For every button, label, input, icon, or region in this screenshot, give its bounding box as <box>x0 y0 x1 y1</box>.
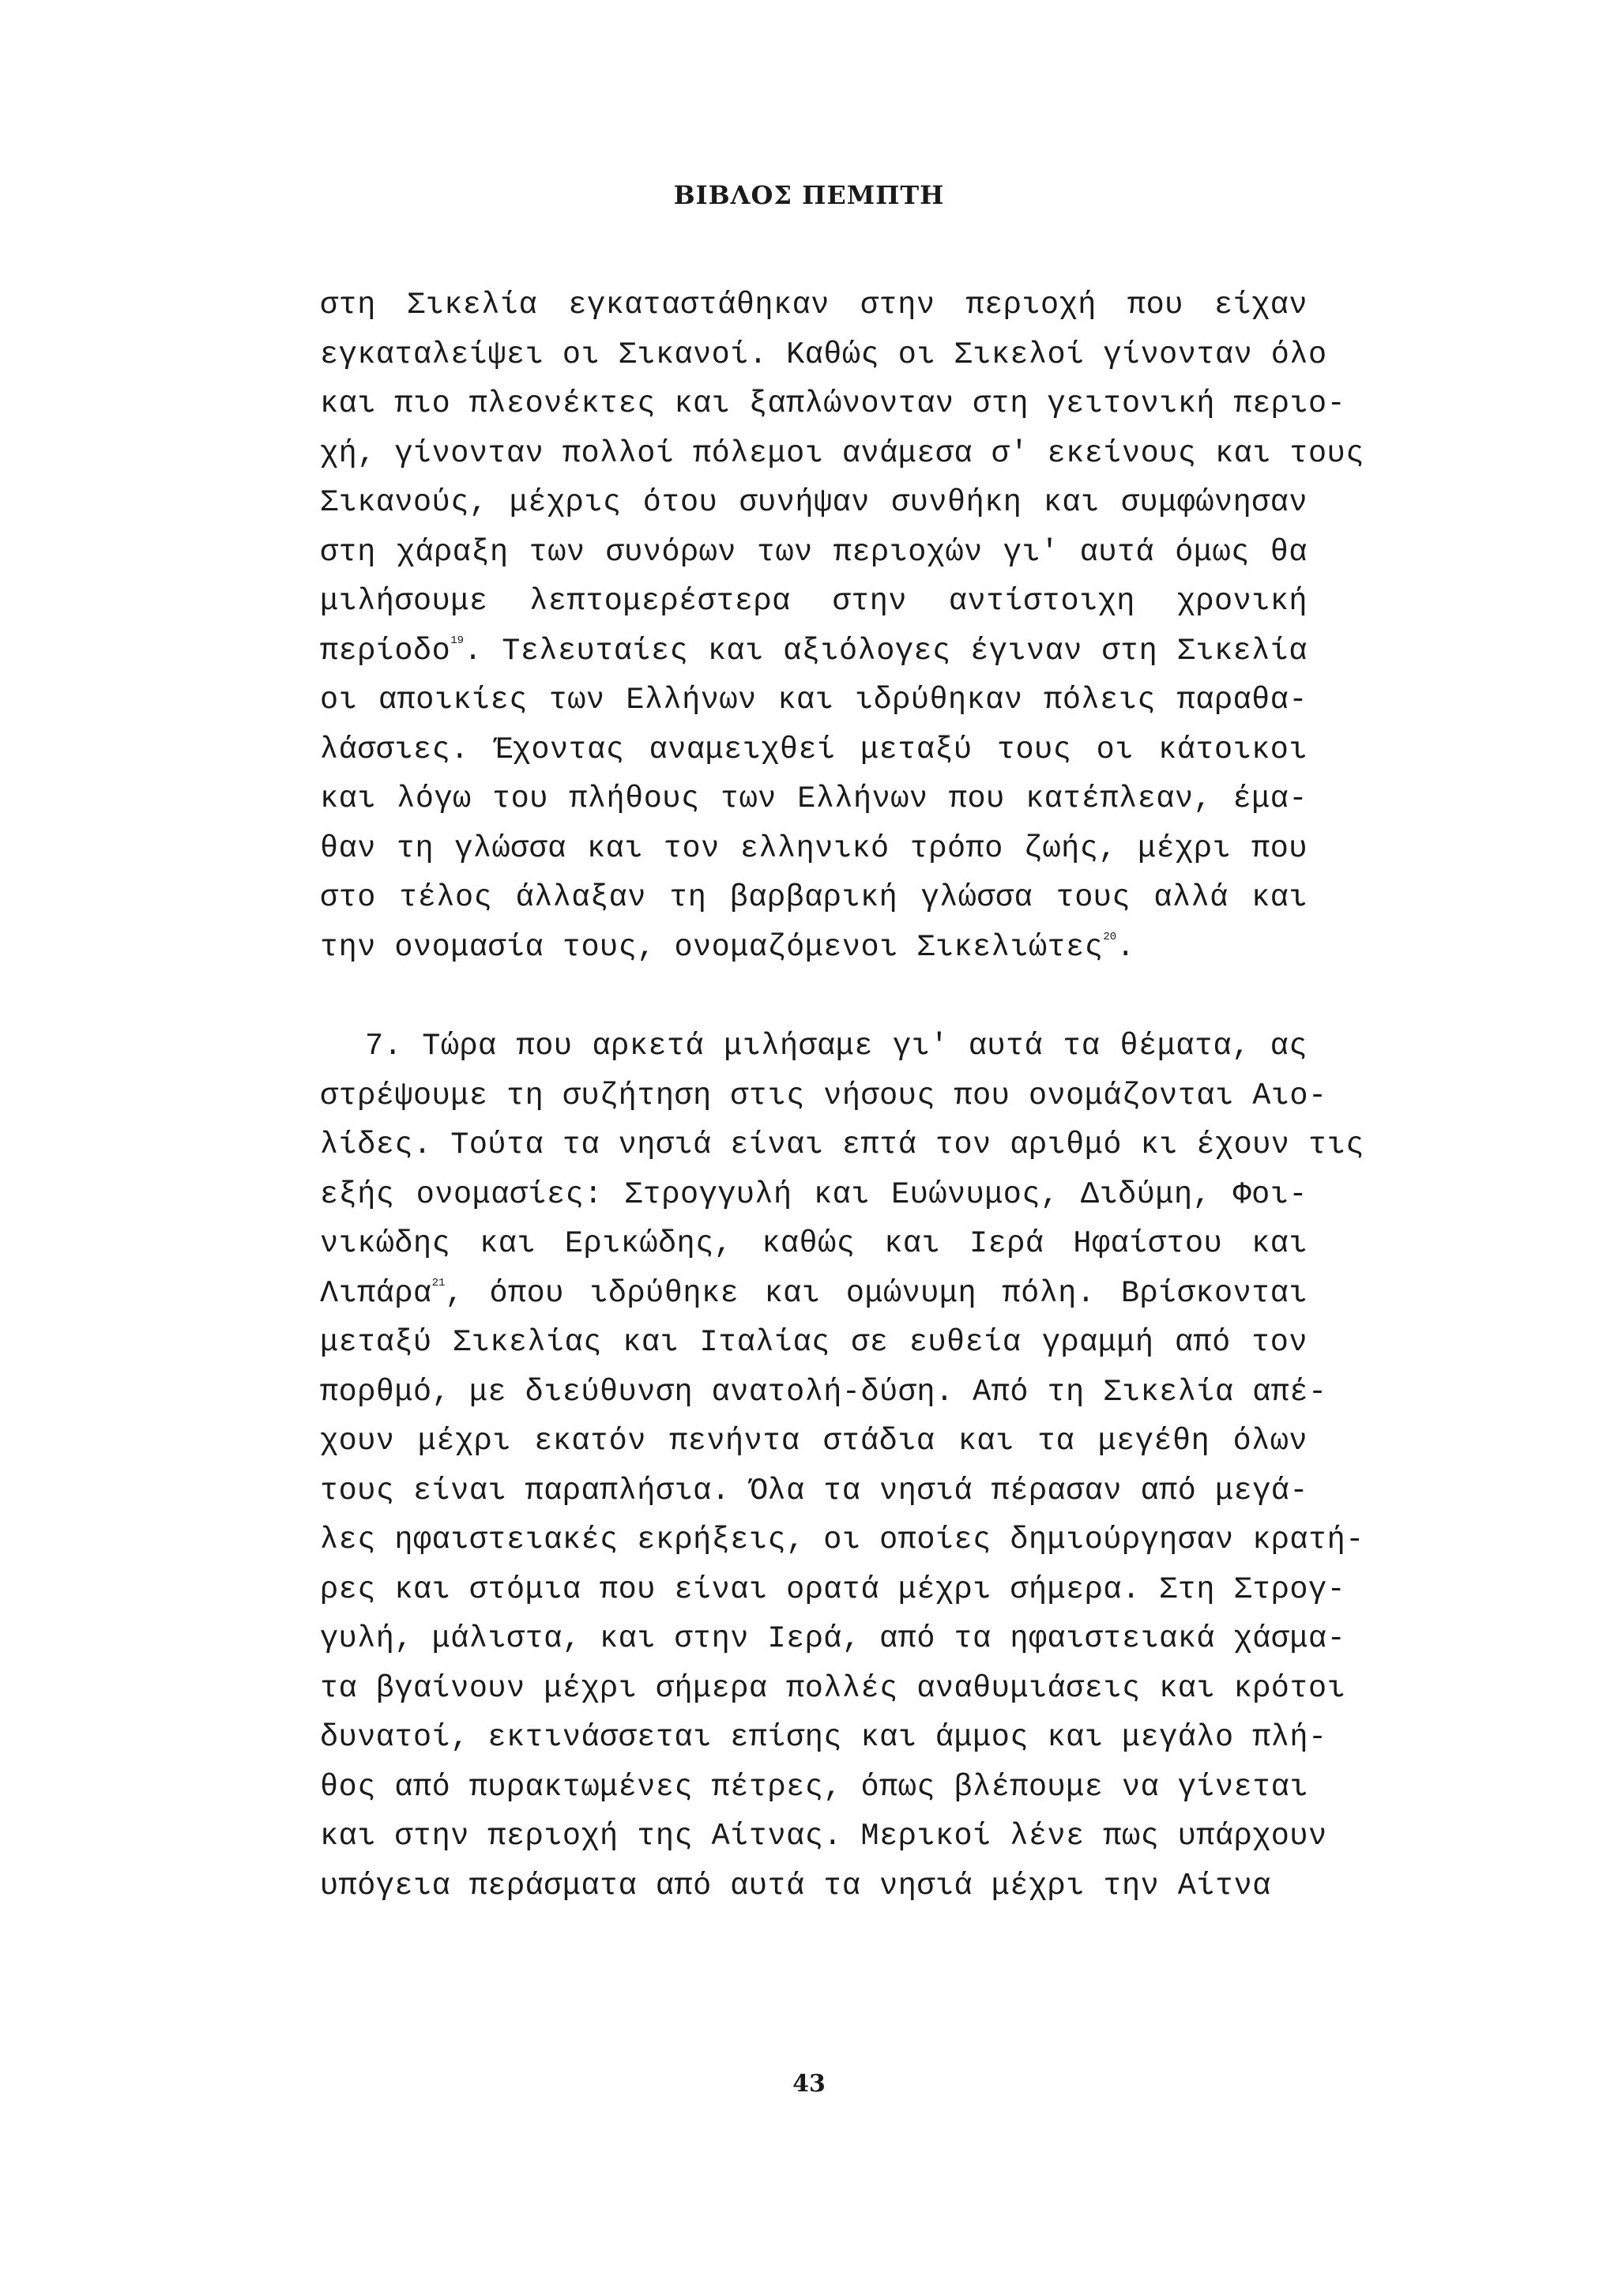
text-line: θος από πυρακτωμένες πέτρες, όπως βλέπουμε να γίνεται <box>320 1769 1308 1805</box>
footnote-marker[interactable]: 19 <box>450 634 465 647</box>
text-line: εξής ονομασίες: Στρογγυλή και Ευώνυμος, Διδύμη, Φοι- <box>320 1176 1308 1212</box>
text-line: νικώδης και Ερικώδης, καθώς και Ιερά Ηφαίστου και <box>320 1226 1308 1261</box>
text-line: ρες και στόμια που είναι ορατά μέχρι σήμερα. Στη Στρογ- <box>320 1571 1346 1607</box>
text-line: τους είναι παραπλήσια. Όλα τα νησιά πέρασαν από μεγά- <box>320 1473 1308 1508</box>
text-line: στρέψουμε τη συζήτηση στις νήσους που ονομάζονται Αιο- <box>320 1078 1327 1113</box>
footnote-marker[interactable]: 20 <box>1103 930 1117 943</box>
text-line: χουν μέχρι εκατόν πενήντα στάδια και τα μεγέθη όλων <box>320 1424 1308 1459</box>
text-line <box>320 627 1308 676</box>
line-text: Λιπάρα <box>320 1275 432 1311</box>
text-line: στη Σικελία εγκαταστάθηκαν στην περιοχή που είχαν <box>320 288 1308 322</box>
paragraph-2 <box>320 1022 1364 1910</box>
text-line: και λόγω του πλήθους των Ελλήνων που κατέπλεαν, έμα- <box>320 781 1308 816</box>
text-line: και πιο πλεονέκτες και ξαπλώνονταν στη γειτονική περιο- <box>320 386 1346 421</box>
paragraph-1 <box>320 280 1364 972</box>
text-line: χή, γίνονταν πολλοί πόλεμοι ανάμεσα σ' εκείνους και τους <box>320 435 1364 471</box>
line-text: , όπου ιδρύθηκε και ομώνυμη πόλη. Βρίσκονται <box>445 1275 1308 1311</box>
text-line: γυλή, μάλιστα, και στην Ιερά, από τα ηφαιστειακά χάσμα- <box>320 1621 1346 1656</box>
text-line: στο τέλος άλλαξαν τη βαρβαρική γλώσσα τους αλλά και <box>320 880 1308 915</box>
text-line: λίδες. Τούτα τα νησιά είναι επτά τον αριθμό κι έχουν τις <box>320 1127 1364 1162</box>
text-line: εγκαταλείψει οι Σικανοί. Καθώς οι Σικελοί γίνονταν όλο <box>320 337 1327 372</box>
text-line: λες ηφαιστειακές εκρήξεις, οι οποίες δημιούργησαν κρατή- <box>320 1523 1364 1557</box>
text-line: 7. Τώρα που αρκετά μιλήσαμε γι' αυτά τα θέματα, ας <box>365 1029 1308 1063</box>
text-line <box>320 923 1308 973</box>
line-text: . Τελευταίες και αξιόλογες έγιναν στη Σικελία <box>464 633 1308 668</box>
text-line: θαν τη γλώσσα και τον ελληνικό τρόπο ζωής, μέχρι που <box>320 830 1308 866</box>
text-line: μεταξύ Σικελίας και Ιταλίας σε ευθεία γραμμή από τον <box>320 1325 1308 1360</box>
text-line: τα βγαίνουν μέχρι σήμερα πολλές αναθυμιάσεις και κρότοι <box>320 1670 1346 1706</box>
text-line: οι αποικίες των Ελλήνων και ιδρύθηκαν πόλεις παραθα- <box>320 683 1308 717</box>
page-number: 43 <box>792 2070 826 2098</box>
line-text: . <box>1116 929 1135 965</box>
text-line: και στην περιοχή της Αίτνας. Μερικοί λένε πως υπάρχουν <box>320 1819 1327 1854</box>
line-text: την ονομασία τους, ονομαζόμενοι Σικελιώτες <box>320 929 1104 965</box>
text-line: δυνατοί, εκτινάσσεται επίσης και άμμος και μεγάλο πλή- <box>320 1720 1327 1755</box>
text-line: μιλήσουμε λεπτομερέστερα στην αντίστοιχη χρονική <box>320 584 1308 619</box>
text-line: Σικανούς, μέχρις ότου συνήψαν συνθήκη και συμφώνησαν <box>320 485 1308 520</box>
line-text: περίοδο <box>320 633 451 668</box>
text-line: στη χάραξη των συνόρων των περιοχών γι' αυτά όμως θα <box>320 534 1308 570</box>
text-line: λάσσιες. Έχοντας αναμειχθεί μεταξύ τους οι κάτοικοι <box>320 732 1308 767</box>
footnote-marker[interactable]: 21 <box>431 1276 446 1289</box>
text-line <box>320 1269 1308 1319</box>
running-head: ΒΙΒΛΟΣ ΠΕΜΠΤΗ <box>673 180 945 210</box>
text-line: υπόγεια περάσματα από αυτά τα νησιά μέχρι την Αίτνα <box>320 1868 1271 1903</box>
text-line: πορθμό, με διεύθυνση ανατολή-δύση. Από τη Σικελία απέ- <box>320 1374 1327 1410</box>
